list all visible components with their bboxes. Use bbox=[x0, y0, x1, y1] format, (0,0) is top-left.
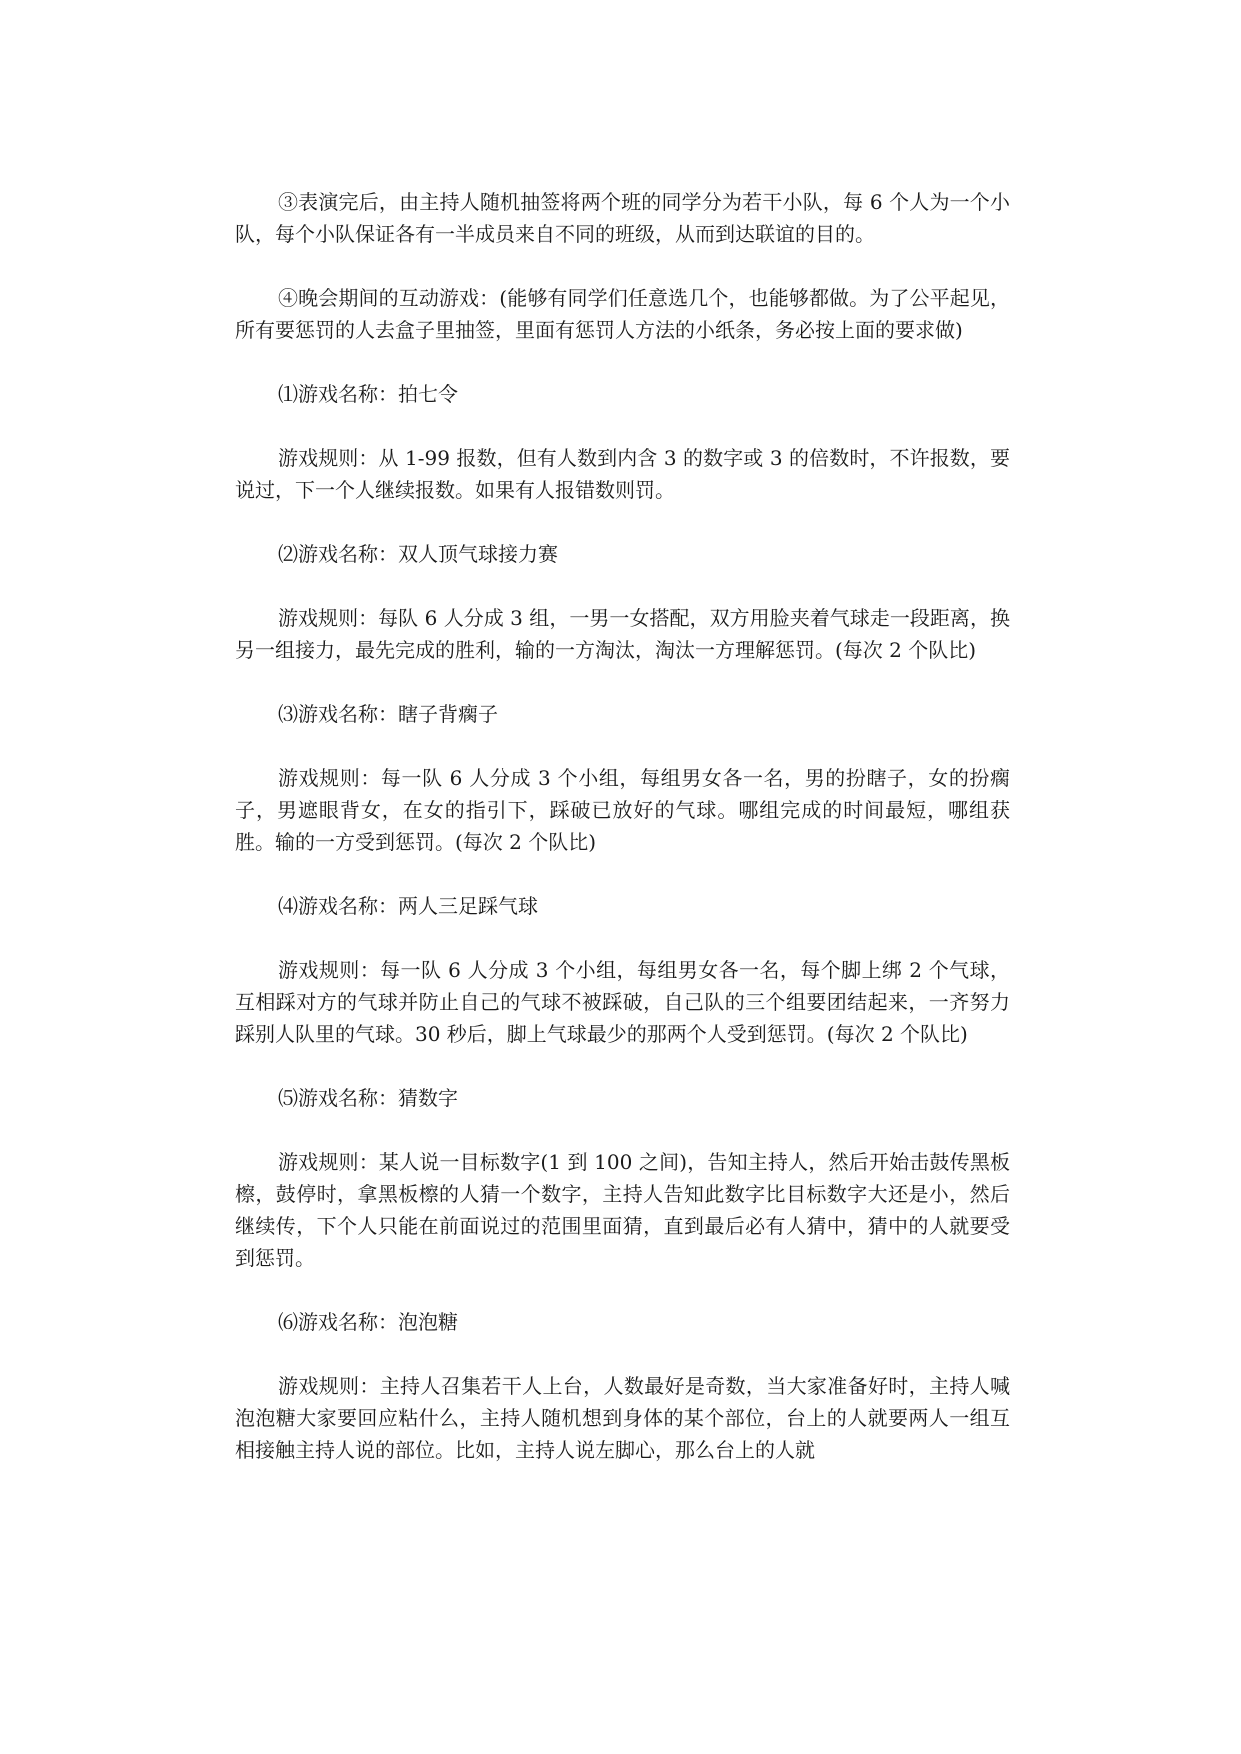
document-body bbox=[235, 186, 1010, 1498]
game-1-rules: 游戏规则：从 1-99 报数，但有人数到内含 3 的数字或 3 的倍数时，不许报数，要说过，下一个人继续报数。如果有人报错数则罚。 bbox=[235, 446, 1010, 502]
game-6-rules: 游戏规则：主持人召集若干人上台，人数最好是奇数，当大家准备好时，主持人喊泡泡糖大家要回应粘什么，主持人随机想到身体的某个部位，台上的人就要两人一组互相接触主持人说的部位。比如，主持人说左脚心，那么台上的人就 bbox=[235, 1374, 1010, 1462]
game-6-title: ⑹游戏名称：泡泡糖 bbox=[278, 1310, 458, 1334]
game-3-rules: 游戏规则：每一队 6 人分成 3 个小组，每组男女各一名，男的扮瞎子，女的扮瘸子，男遮眼背女，在女的指引下，踩破已放好的气球。哪组完成的时间最短，哪组获胜。输的一方受到惩罚。(每次 2 个队比) bbox=[235, 766, 1010, 854]
game-4-rules: 游戏规则：每一队 6 人分成 3 个小组，每组男女各一名，每个脚上绑 2 个气球，互相踩对方的气球并防止自己的气球不被踩破，自己队的三个组要团结起来，一齐努力踩别人队里的气球。30 秒后，脚上气球最少的那两个人受到惩罚。(每次 2 个队比) bbox=[235, 958, 1010, 1046]
game-2-title: ⑵游戏名称：双人顶气球接力赛 bbox=[278, 542, 558, 566]
game-5-rules: 游戏规则：某人说一目标数字(1 到 100 之间)，告知主持人，然后开始击鼓传黑板檫，鼓停时，拿黑板檫的人猜一个数字，主持人告知此数字比目标数字大还是小，然后继续传，下个人只能在前面说过的范围里面猜，直到最后必有人猜中，猜中的人就要受到惩罚。 bbox=[235, 1150, 1010, 1270]
game-3-title: ⑶游戏名称：瞎子背瘸子 bbox=[278, 702, 498, 726]
game-4-title: ⑷游戏名称：两人三足踩气球 bbox=[278, 894, 538, 918]
game-1-title: ⑴游戏名称：拍七令 bbox=[278, 382, 458, 406]
game-5-title: ⑸游戏名称：猜数字 bbox=[278, 1086, 458, 1110]
game-2-rules: 游戏规则：每队 6 人分成 3 组，一男一女搭配，双方用脸夹着气球走一段距离，换另一组接力，最先完成的胜利，输的一方淘汰，淘汰一方理解惩罚。(每次 2 个队比) bbox=[235, 606, 1010, 662]
paragraph-grouping: ③表演完后，由主持人随机抽签将两个班的同学分为若干小队，每 6 个人为一个小队，每个小队保证各有一半成员来自不同的班级，从而到达联谊的目的。 bbox=[235, 190, 1010, 246]
paragraph-interactive-games: ④晚会期间的互动游戏：(能够有同学们任意选几个，也能够都做。为了公平起见，所有要惩罚的人去盒子里抽签，里面有惩罚人方法的小纸条，务必按上面的要求做) bbox=[235, 286, 1010, 342]
